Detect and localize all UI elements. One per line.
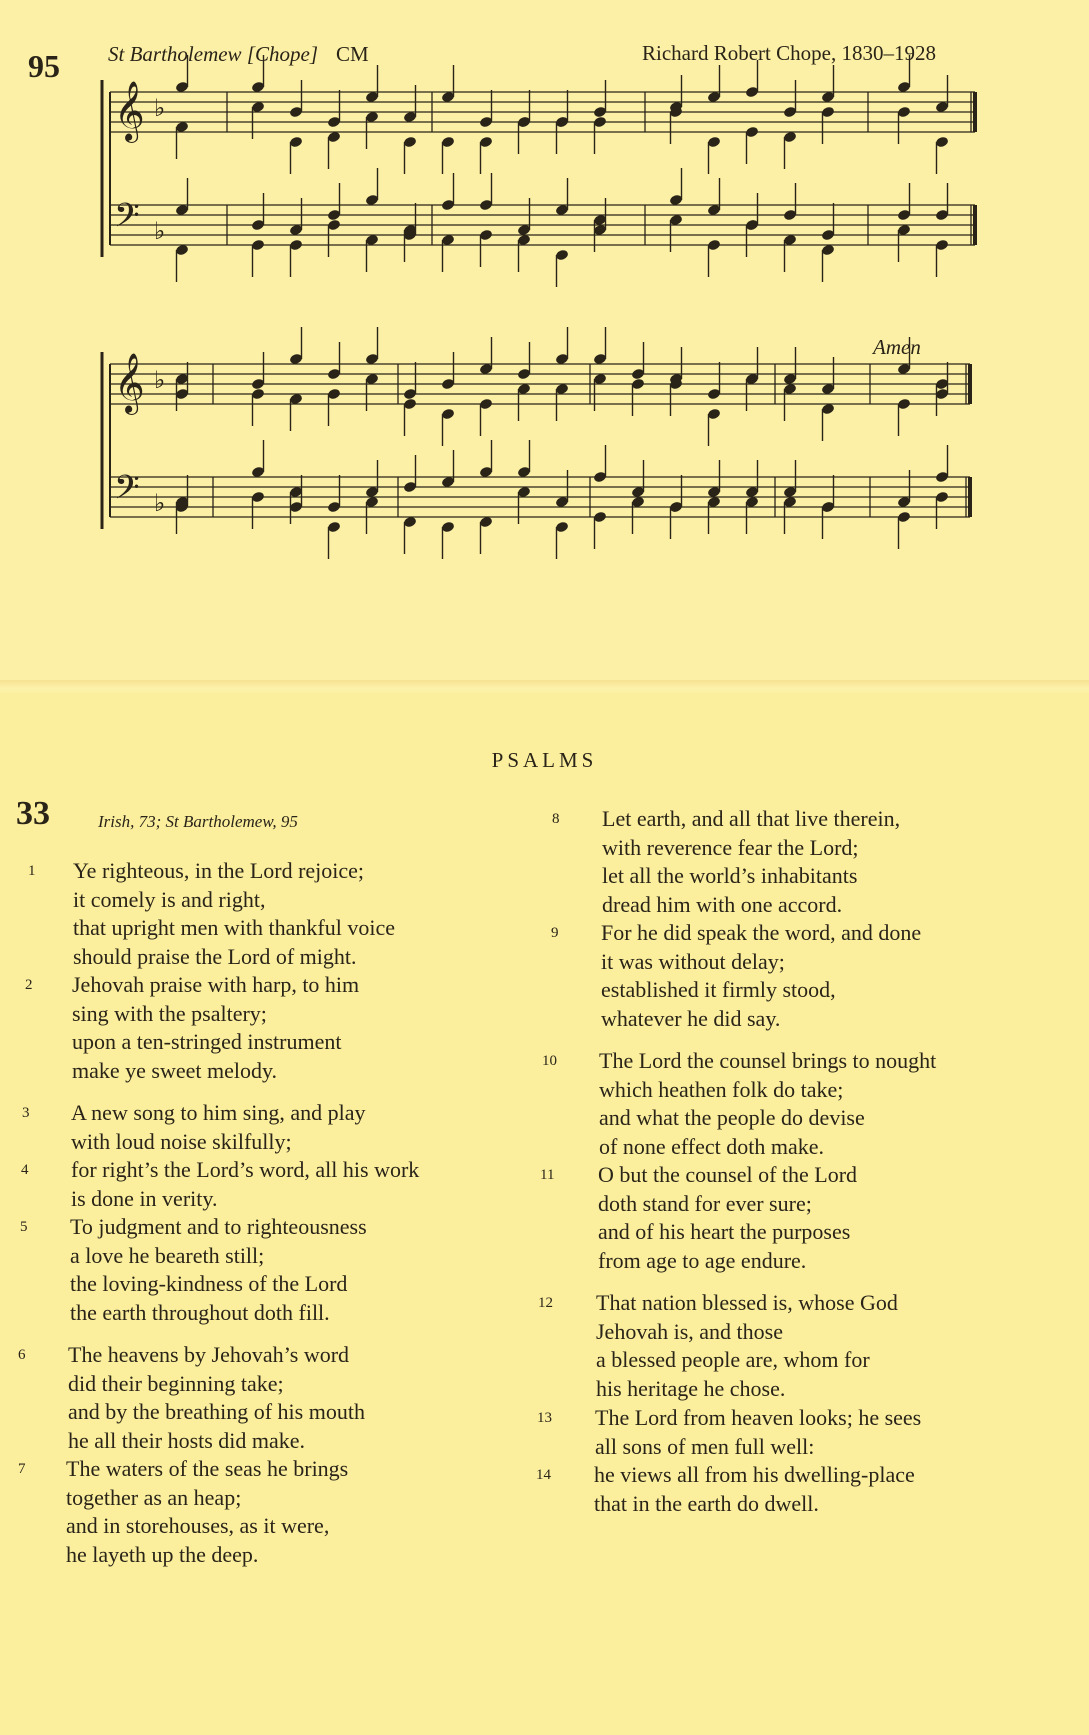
verse-line: The Lord the counsel brings to nought [599, 1048, 937, 1073]
verse-number: 1 [28, 863, 36, 879]
key-signature-flat: ♭ [154, 217, 166, 245]
verse-number: 4 [21, 1162, 29, 1178]
verse-line: The waters of the seas he brings [66, 1456, 349, 1481]
tune-meter: CM [336, 42, 369, 66]
verse-number: 8 [552, 811, 560, 827]
verse-text [72, 971, 359, 1085]
verse-line: he views all from his dwelling-place [594, 1462, 915, 1487]
verse-line: a blessed people are, whom for [596, 1347, 870, 1372]
verse-line: dread him with one accord. [602, 891, 843, 917]
verse-line: he layeth up the deep. [66, 1541, 259, 1567]
composer-credit: Richard Robert Chope, 1830–1928 [642, 41, 936, 65]
verse-text [70, 1213, 367, 1327]
verse-text [68, 1341, 365, 1455]
verse-line: and in storehouses, as it were, [66, 1513, 330, 1538]
verse-line: and what the people do devise [599, 1105, 865, 1130]
verse-number: 2 [25, 977, 33, 993]
verse-line: Jehovah praise with harp, to him [72, 972, 360, 997]
verse-line: of none effect doth make. [599, 1133, 825, 1159]
verse-text [73, 857, 395, 971]
hymn-number: 95 [28, 48, 60, 84]
verse-line: whatever he did say. [601, 1005, 781, 1031]
verse-text [602, 805, 900, 919]
verse-number: 11 [540, 1167, 555, 1183]
verse-number: 5 [20, 1219, 28, 1235]
verse-line: the loving-kindness of the Lord [70, 1271, 348, 1296]
verse-line: For he did speak the word, and done [601, 920, 922, 945]
psalm-tunes: Irish, 73; St Bartholemew, 95 [98, 812, 298, 831]
verse-line: with reverence fear the Lord; [602, 834, 859, 860]
verse-text [596, 1289, 898, 1403]
verse-line: that upright men with thankful voice [73, 915, 395, 940]
verse-line: and of his heart the purposes [598, 1219, 851, 1244]
verse-line: all sons of men full well: [595, 1433, 815, 1459]
verse-number: 6 [18, 1347, 26, 1363]
verse-line: his heritage he chose. [596, 1375, 786, 1401]
verse-line: it was without delay; [601, 948, 785, 974]
verse-line: make ye sweet melody. [72, 1057, 278, 1083]
treble-clef: 𝄞 [114, 353, 145, 413]
verse-number: 14 [536, 1467, 551, 1483]
verse-line: upon a ten-stringed instrument [72, 1029, 342, 1054]
verse-number: 9 [551, 925, 559, 941]
bass-clef: 𝄢 [114, 469, 140, 515]
verse-text [71, 1156, 419, 1213]
key-signature-flat: ♭ [154, 489, 166, 517]
verse-line: doth stand for ever sure; [598, 1190, 812, 1216]
verse-line: he all their hosts did make. [68, 1427, 306, 1453]
verse-line: A new song to him sing, and play [71, 1100, 366, 1125]
verse-text [594, 1461, 915, 1518]
verse-line: sing with the psaltery; [72, 1000, 267, 1026]
page-fold [0, 680, 1089, 694]
verse-text [601, 919, 921, 1033]
key-signature-flat: ♭ [154, 94, 166, 122]
verse-line: the earth throughout doth fill. [70, 1299, 330, 1325]
verse-line: which heathen folk do take; [599, 1076, 844, 1102]
verse-line: Ye righteous, in the Lord rejoice; [73, 858, 365, 883]
psalm-number: 33 [16, 795, 50, 832]
verse-line: is done in verity. [71, 1185, 218, 1211]
verse-line: established it firmly stood, [601, 977, 836, 1002]
verse-line: it comely is and right, [73, 886, 266, 912]
verse-line: O but the counsel of the Lord [598, 1162, 858, 1187]
verse-number: 10 [542, 1053, 557, 1069]
verse-number: 3 [22, 1105, 30, 1121]
verse-line: That nation blessed is, whose God [596, 1290, 898, 1315]
verse-line: The Lord from heaven looks; he sees [595, 1405, 922, 1430]
verse-text [66, 1455, 348, 1569]
verse-line: and by the breathing of his mouth [68, 1399, 365, 1424]
verse-line: To judgment and to righteousness [70, 1214, 367, 1239]
verse-line: Jehovah is, and those [596, 1318, 783, 1344]
verse-text [599, 1047, 936, 1161]
amen-label: Amen [873, 335, 921, 359]
treble-clef: 𝄞 [114, 81, 145, 141]
verse-text [71, 1099, 366, 1156]
verse-number: 13 [537, 1410, 552, 1426]
verse-line: The heavens by Jehovah’s word [68, 1342, 350, 1367]
verse-line: that in the earth do dwell. [594, 1490, 819, 1516]
verse-number: 12 [538, 1295, 553, 1311]
verse-line: should praise the Lord of might. [73, 943, 357, 969]
key-signature-flat: ♭ [154, 366, 166, 394]
verse-line: together as an heap; [66, 1484, 242, 1510]
bass-clef: 𝄢 [114, 197, 140, 243]
verse-number: 7 [18, 1461, 26, 1477]
music-score [0, 0, 1089, 600]
verse-line: from age to age endure. [598, 1247, 807, 1273]
verse-line: Let earth, and all that live therein, [602, 806, 901, 831]
verse-line: for right’s the Lord’s word, all his work [71, 1157, 420, 1182]
verse-line: a love he beareth still; [70, 1242, 265, 1268]
verse-line: did their beginning take; [68, 1370, 284, 1396]
verse-line: with loud noise skilfully; [71, 1128, 292, 1154]
verse-line: let all the world’s inhabitants [602, 863, 858, 888]
verse-text [595, 1404, 921, 1461]
section-title: PSALMS [491, 748, 598, 772]
verse-text [598, 1161, 857, 1275]
tune-name: St Bartholemew [Chope] [108, 42, 318, 66]
